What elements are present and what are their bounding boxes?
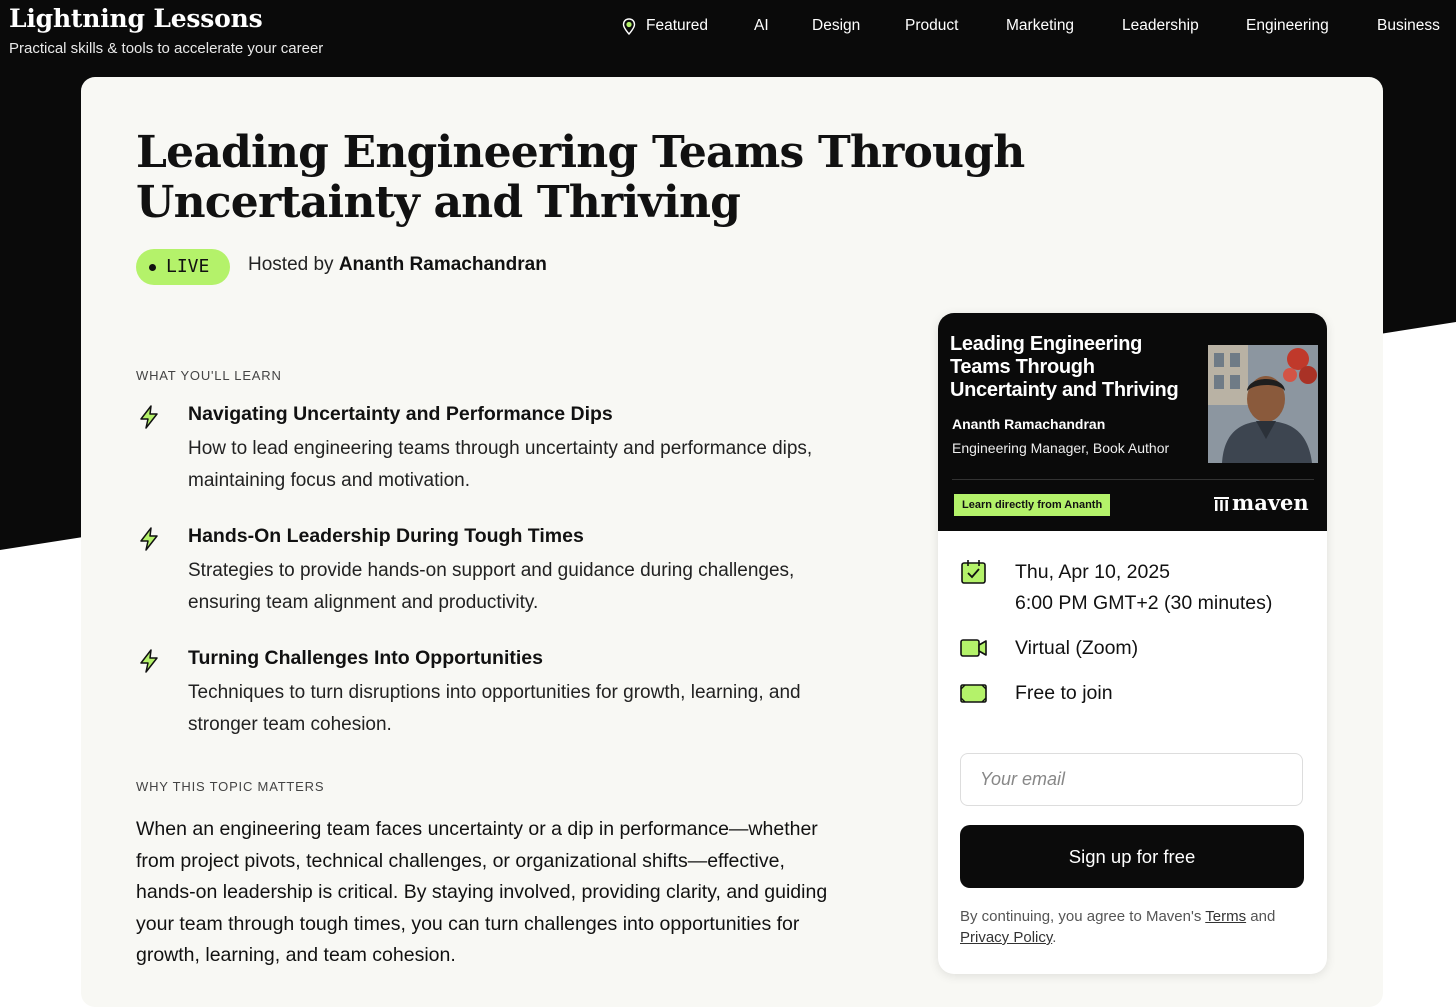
live-dot-icon: [149, 264, 156, 271]
host-photo: [1208, 345, 1318, 463]
terms-link[interactable]: Terms: [1205, 908, 1247, 925]
maven-logo: [1214, 491, 1309, 517]
top-bar: [0, 0, 1456, 76]
lightning-bolt-icon: [138, 527, 160, 551]
learn-item-title: Turning Challenges Into Opportunities: [188, 647, 543, 669]
why-paragraph: When an engineering team faces uncertainty or a dip in performance—whether from project pivots, technical challenges, or organizational shifts—effective, hands-on leadership is critical. By staying involved, providing clarity, and guiding your team through tough times, you can turn challenges into opportunities for growth, learning, and team cohesion.: [136, 818, 828, 967]
email-input[interactable]: [960, 753, 1303, 806]
nav-item-leadership[interactable]: Leadership: [1122, 17, 1199, 34]
location-pin-icon: [622, 18, 636, 36]
learn-section-label: WHAT YOU'LL LEARN: [136, 368, 282, 383]
registration-card: [938, 313, 1327, 974]
nav-item-featured[interactable]: [646, 17, 708, 35]
nav-item-business[interactable]: Business: [1377, 17, 1440, 34]
brand-title[interactable]: Lightning Lessons: [9, 4, 263, 33]
learn-item-desc: Strategies to provide hands-on support and guidance during challenges, ensuring team alignment and productivity.: [188, 560, 795, 613]
live-badge: [136, 249, 230, 285]
live-badge-label: LIVE: [166, 256, 210, 277]
signup-button[interactable]: Sign up for free: [960, 825, 1304, 888]
nav-item-ai[interactable]: AI: [754, 17, 769, 34]
banner-divider: [952, 479, 1314, 480]
banner-host-role: Engineering Manager, Book Author: [952, 440, 1170, 456]
maven-wordmark: maven: [1232, 490, 1309, 515]
lightning-bolt-icon: [138, 649, 160, 673]
legal-notice: [960, 906, 1280, 948]
brand-tagline: Practical skills & tools to accelerate your career: [9, 40, 324, 57]
nav-item-design[interactable]: Design: [812, 17, 861, 34]
nav-item-marketing[interactable]: Marketing: [1006, 17, 1075, 34]
banner-title: Leading Engineering Teams Through Uncertainty and Thriving: [950, 333, 1179, 401]
learn-item-desc: Techniques to turn disruptions into opportunities for growth, learning, and stronger team cohesion.: [188, 682, 801, 735]
ticket-icon: [960, 680, 988, 706]
nav-item-product[interactable]: Product: [905, 17, 959, 34]
banner-host-name: Ananth Ramachandran: [952, 416, 1106, 432]
hosted-prefix: Hosted by: [248, 254, 339, 275]
learn-item-title: Hands-On Leadership During Tough Times: [188, 525, 584, 547]
event-time: 6:00 PM GMT+2 (30 minutes): [1015, 592, 1273, 614]
maven-mark-icon: [1214, 497, 1229, 512]
event-date: Thu, Apr 10, 2025: [1015, 561, 1171, 583]
hosted-by: [248, 254, 547, 276]
page-title: Leading Engineering Teams Through Uncertainty and Thriving: [136, 127, 1025, 228]
category-nav: [0, 17, 1456, 39]
calendar-check-icon: [960, 559, 988, 585]
event-price: Free to join: [1015, 682, 1113, 704]
host-name[interactable]: Ananth Ramachandran: [338, 254, 547, 275]
nav-label: Featured: [646, 17, 709, 34]
learn-item-title: Navigating Uncertainty and Performance Dips: [188, 403, 613, 425]
lightning-bolt-icon: [138, 405, 160, 429]
legal-end: .: [1052, 929, 1057, 946]
event-location: Virtual (Zoom): [1015, 637, 1139, 659]
why-section-label: WHY THIS TOPIC MATTERS: [136, 779, 325, 794]
banner-chip: Learn directly from Ananth: [954, 494, 1110, 516]
nav-item-engineering[interactable]: Engineering: [1246, 17, 1329, 34]
learn-item-desc: How to lead engineering teams through uncertainty and performance dips, maintaining focus and motivation.: [188, 438, 813, 491]
legal-and: and: [1246, 908, 1276, 925]
video-camera-icon: [960, 635, 988, 661]
privacy-policy-link[interactable]: Privacy Policy: [960, 929, 1053, 946]
event-banner: [938, 313, 1327, 531]
legal-prefix: By continuing, you agree to Maven's: [960, 908, 1206, 925]
